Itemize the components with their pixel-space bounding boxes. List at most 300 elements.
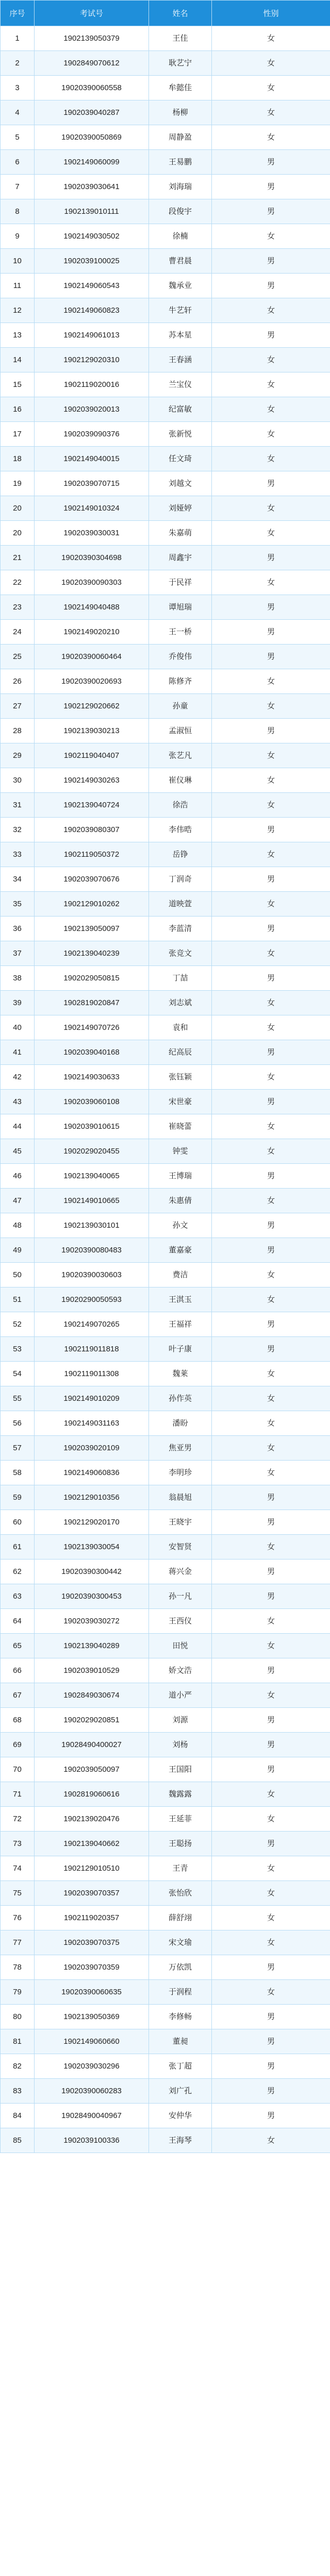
row-index: 10 [1,249,35,274]
row-index: 59 [1,1485,35,1510]
table-row [1,2005,330,2029]
exam-number: 1902149040015 [35,447,149,471]
table-row [1,1535,330,1560]
exam-number: 1902139010111 [35,199,149,224]
table-row [1,694,330,719]
student-name: 任文琦 [149,447,212,471]
student-name: 张丁超 [149,2054,212,2079]
exam-number: 1902139050379 [35,26,149,51]
row-index: 34 [1,867,35,892]
gender: 女 [212,125,330,150]
table-row [1,1560,330,1584]
student-name: 刘娅婷 [149,496,212,521]
table-row [1,348,330,372]
row-index: 72 [1,1807,35,1832]
student-name: 王延菲 [149,1807,212,1832]
exam-number: 1902139040289 [35,1634,149,1658]
exam-number: 1902139040662 [35,1832,149,1856]
student-name: 刘源 [149,1708,212,1733]
row-index: 30 [1,768,35,793]
student-name: 田悦 [149,1634,212,1658]
student-name: 丁润奇 [149,867,212,892]
row-index: 42 [1,1065,35,1090]
row-index: 79 [1,1980,35,2005]
row-index: 69 [1,1733,35,1757]
exam-number: 1902039030641 [35,175,149,199]
student-name: 王青 [149,1856,212,1881]
exam-number: 1902039010529 [35,1658,149,1683]
exam-number: 1902039020013 [35,397,149,422]
table-row [1,991,330,1015]
exam-number: 1902129020170 [35,1510,149,1535]
exam-number: 1902819020847 [35,991,149,1015]
student-name: 王福祥 [149,1312,212,1337]
table-row [1,1683,330,1708]
gender: 女 [212,422,330,447]
table-row [1,546,330,570]
student-name: 谭旭瑞 [149,595,212,620]
exam-number: 1902149010324 [35,496,149,521]
exam-number: 1902039030296 [35,2054,149,2079]
gender: 女 [212,224,330,249]
student-name: 耿艺宁 [149,51,212,76]
table-row [1,150,330,175]
student-name: 娇文浩 [149,1658,212,1683]
gender: 男 [212,1090,330,1114]
row-index: 11 [1,274,35,298]
exam-number: 1902139040065 [35,1164,149,1189]
row-index: 67 [1,1683,35,1708]
exam-number: 1902129010356 [35,1485,149,1510]
exam-number: 1902129010510 [35,1856,149,1881]
gender: 男 [212,2079,330,2104]
table-row [1,2079,330,2104]
exam-number: 1902149070265 [35,1312,149,1337]
table-row [1,323,330,348]
exam-number: 19020390060283 [35,2079,149,2104]
table-row [1,1065,330,1090]
row-index: 40 [1,1015,35,1040]
row-index: 77 [1,1930,35,1955]
student-name: 张艺凡 [149,743,212,768]
row-index: 12 [1,298,35,323]
row-index: 61 [1,1535,35,1560]
exam-number: 1902039040168 [35,1040,149,1065]
row-index: 75 [1,1881,35,1906]
exam-number: 1902039010615 [35,1114,149,1139]
exam-number: 1902119050372 [35,842,149,867]
row-index: 51 [1,1287,35,1312]
gender: 女 [212,1139,330,1164]
row-index: 53 [1,1337,35,1362]
row-index: 26 [1,669,35,694]
student-name: 魏莱 [149,1362,212,1386]
gender: 女 [212,1634,330,1658]
gender: 女 [212,694,330,719]
row-index: 49 [1,1238,35,1263]
row-index: 20 [1,521,35,546]
row-index: 15 [1,372,35,397]
table-row [1,1980,330,2005]
gender: 女 [212,1609,330,1634]
gender: 女 [212,1065,330,1090]
gender: 女 [212,991,330,1015]
table-row [1,620,330,645]
row-index: 9 [1,224,35,249]
gender: 男 [212,645,330,669]
student-name: 岳铮 [149,842,212,867]
student-name: 段俊宇 [149,199,212,224]
table-row [1,1312,330,1337]
row-index: 60 [1,1510,35,1535]
student-name: 孙一凡 [149,1584,212,1609]
exam-number: 1902029020851 [35,1708,149,1733]
row-index: 81 [1,2029,35,2054]
exam-number: 1902139030054 [35,1535,149,1560]
row-index: 23 [1,595,35,620]
table-row [1,1263,330,1287]
row-index: 22 [1,570,35,595]
table-row [1,2104,330,2128]
table-row [1,175,330,199]
table-row [1,521,330,546]
gender: 男 [212,249,330,274]
table-row [1,298,330,323]
row-index: 17 [1,422,35,447]
table-row [1,1634,330,1658]
table-row [1,1238,330,1263]
student-name: 崔仪琳 [149,768,212,793]
table-row [1,892,330,917]
student-name: 王博瑞 [149,1164,212,1189]
table-row [1,966,330,991]
table-row [1,1164,330,1189]
student-name: 安仲华 [149,2104,212,2128]
exam-number: 1902149030502 [35,224,149,249]
gender: 女 [212,100,330,125]
gender: 男 [212,966,330,991]
table-row [1,1856,330,1881]
gender: 男 [212,595,330,620]
exam-number: 1902039090376 [35,422,149,447]
row-index: 62 [1,1560,35,1584]
row-index: 54 [1,1362,35,1386]
student-name: 王西仪 [149,1609,212,1634]
gender: 女 [212,372,330,397]
gender: 男 [212,917,330,941]
row-index: 6 [1,150,35,175]
gender: 男 [212,150,330,175]
gender: 男 [212,1485,330,1510]
table-row [1,1807,330,1832]
gender: 男 [212,1164,330,1189]
exam-number: 19020390050869 [35,125,149,150]
gender: 男 [212,1955,330,1980]
gender: 女 [212,842,330,867]
student-name: 翁晨旭 [149,1485,212,1510]
student-name: 刘越文 [149,471,212,496]
gender: 女 [212,26,330,51]
student-name: 兰宝仪 [149,372,212,397]
exam-number: 1902039060108 [35,1090,149,1114]
row-index: 84 [1,2104,35,2128]
gender: 女 [212,1683,330,1708]
gender: 女 [212,570,330,595]
table-header-row [1,1,330,26]
student-name: 万依凯 [149,1955,212,1980]
exam-number: 1902119011308 [35,1362,149,1386]
exam-number: 1902129020310 [35,348,149,372]
gender: 女 [212,397,330,422]
row-index: 48 [1,1213,35,1238]
row-index: 65 [1,1634,35,1658]
student-name: 张竞文 [149,941,212,966]
student-name: 孙童 [149,694,212,719]
exam-number: 1902139030213 [35,719,149,743]
table-row [1,1337,330,1362]
gender: 女 [212,1980,330,2005]
exam-number: 1902039100025 [35,249,149,274]
student-name: 李伟晧 [149,818,212,842]
table-row [1,199,330,224]
exam-number: 1902139040724 [35,793,149,818]
gender: 男 [212,867,330,892]
gender: 女 [212,2128,330,2153]
gender: 女 [212,1436,330,1461]
table-row [1,496,330,521]
student-name: 李蓝清 [149,917,212,941]
student-name: 宋世豪 [149,1090,212,1114]
gender: 女 [212,1263,330,1287]
gender: 男 [212,2005,330,2029]
student-name: 刘广孔 [149,2079,212,2104]
row-index: 47 [1,1189,35,1213]
student-name: 宋文瑜 [149,1930,212,1955]
exam-number: 1902129020662 [35,694,149,719]
row-index: 56 [1,1411,35,1436]
gender: 女 [212,793,330,818]
row-index: 76 [1,1906,35,1930]
exam-number: 19028490400027 [35,1733,149,1757]
exam-number: 1902149010665 [35,1189,149,1213]
row-index: 36 [1,917,35,941]
row-index: 14 [1,348,35,372]
table-row [1,1139,330,1164]
row-index: 2 [1,51,35,76]
student-name: 钟雯 [149,1139,212,1164]
row-index: 70 [1,1757,35,1782]
row-index: 13 [1,323,35,348]
exam-number: 1902149031163 [35,1411,149,1436]
exam-number: 1902139040239 [35,941,149,966]
table-body [1,26,330,2153]
gender: 女 [212,1461,330,1485]
exam-number: 1902139050369 [35,2005,149,2029]
row-index: 24 [1,620,35,645]
student-name: 杨柳 [149,100,212,125]
row-index: 66 [1,1658,35,1683]
exam-number: 1902149060660 [35,2029,149,2054]
gender: 男 [212,1337,330,1362]
exam-number: 1902029050815 [35,966,149,991]
row-index: 64 [1,1609,35,1634]
table-row [1,249,330,274]
student-name: 于民祥 [149,570,212,595]
row-index: 33 [1,842,35,867]
table-row [1,2054,330,2079]
student-name: 牛艺轩 [149,298,212,323]
table-row [1,818,330,842]
student-name: 徐浩 [149,793,212,818]
gender: 女 [212,1411,330,1436]
exam-number: 1902149030633 [35,1065,149,1090]
student-name: 王淇玉 [149,1287,212,1312]
student-name: 于润程 [149,1980,212,2005]
row-index: 46 [1,1164,35,1189]
exam-number: 1902039050097 [35,1757,149,1782]
exam-number: 1902039030031 [35,521,149,546]
gender: 男 [212,2054,330,2079]
row-index: 28 [1,719,35,743]
exam-number: 1902039070357 [35,1881,149,1906]
table-row [1,2029,330,2054]
gender: 女 [212,941,330,966]
student-name: 王国阳 [149,1757,212,1782]
row-index: 80 [1,2005,35,2029]
student-name: 王春涵 [149,348,212,372]
gender: 女 [212,768,330,793]
gender: 女 [212,743,330,768]
student-name: 周静盈 [149,125,212,150]
exam-number: 1902149060823 [35,298,149,323]
row-index: 58 [1,1461,35,1485]
student-name: 张新悦 [149,422,212,447]
table-row [1,1287,330,1312]
exam-number: 1902149030263 [35,768,149,793]
table-row [1,2128,330,2153]
table-row [1,1362,330,1386]
exam-number: 1902149070726 [35,1015,149,1040]
gender: 女 [212,1535,330,1560]
row-index: 68 [1,1708,35,1733]
student-name: 王易鹏 [149,150,212,175]
table-row [1,1782,330,1807]
exam-number: 1902039020109 [35,1436,149,1461]
gender: 女 [212,1856,330,1881]
student-name: 牟懿佳 [149,76,212,100]
table-row [1,1832,330,1856]
table-row [1,595,330,620]
student-name: 李修畅 [149,2005,212,2029]
row-index: 3 [1,76,35,100]
student-name: 王海琴 [149,2128,212,2153]
student-name: 费洁 [149,1263,212,1287]
exam-number: 19020290050593 [35,1287,149,1312]
gender: 女 [212,1807,330,1832]
exam-number: 19020390060635 [35,1980,149,2005]
table-row [1,1114,330,1139]
student-name: 孟淑恒 [149,719,212,743]
table-row [1,1189,330,1213]
student-name: 魏露露 [149,1782,212,1807]
exam-number: 1902039070359 [35,1955,149,1980]
row-index: 78 [1,1955,35,1980]
table-row [1,224,330,249]
gender: 男 [212,175,330,199]
student-name: 董嘉豪 [149,1238,212,1263]
gender: 女 [212,1189,330,1213]
row-index: 20 [1,496,35,521]
student-name: 蒋兴金 [149,1560,212,1584]
row-index: 57 [1,1436,35,1461]
student-name: 魏承业 [149,274,212,298]
table-row [1,1733,330,1757]
gender: 女 [212,1362,330,1386]
student-name: 乔俊伟 [149,645,212,669]
exam-number: 19020390060464 [35,645,149,669]
row-index: 74 [1,1856,35,1881]
exam-number: 19028490040967 [35,2104,149,2128]
exam-number: 1902139030101 [35,1213,149,1238]
row-index: 29 [1,743,35,768]
student-name: 薛舒翊 [149,1906,212,1930]
exam-number: 19020390060558 [35,76,149,100]
gender: 女 [212,1906,330,1930]
gender: 男 [212,818,330,842]
student-name: 王晓宇 [149,1510,212,1535]
table-row [1,941,330,966]
row-index: 82 [1,2054,35,2079]
exam-number: 1902149020210 [35,620,149,645]
table-row [1,1485,330,1510]
table-row [1,76,330,100]
header-index: 序号 [1,1,35,26]
student-name: 刘杨 [149,1733,212,1757]
row-index: 16 [1,397,35,422]
table-row [1,397,330,422]
gender: 女 [212,1114,330,1139]
exam-number: 1902149060836 [35,1461,149,1485]
student-name: 朱惠倩 [149,1189,212,1213]
table-row [1,1436,330,1461]
table-row [1,1708,330,1733]
table-row [1,645,330,669]
row-index: 39 [1,991,35,1015]
exam-number: 1902849030674 [35,1683,149,1708]
gender: 男 [212,546,330,570]
student-name: 张怡欣 [149,1881,212,1906]
student-name: 崔晓蕾 [149,1114,212,1139]
student-name: 苏本星 [149,323,212,348]
exam-number: 19020390030603 [35,1263,149,1287]
table-row [1,768,330,793]
table-row [1,917,330,941]
student-name: 刘海瑞 [149,175,212,199]
exam-number: 1902119011818 [35,1337,149,1362]
gender: 男 [212,2104,330,2128]
student-name: 徐楠 [149,224,212,249]
exam-number: 1902149061013 [35,323,149,348]
table-row [1,1930,330,1955]
row-index: 25 [1,645,35,669]
gender: 男 [212,620,330,645]
student-name: 道映萱 [149,892,212,917]
table-row [1,51,330,76]
student-name: 焦亚男 [149,1436,212,1461]
gender: 女 [212,1015,330,1040]
table-row [1,1461,330,1485]
row-index: 4 [1,100,35,125]
